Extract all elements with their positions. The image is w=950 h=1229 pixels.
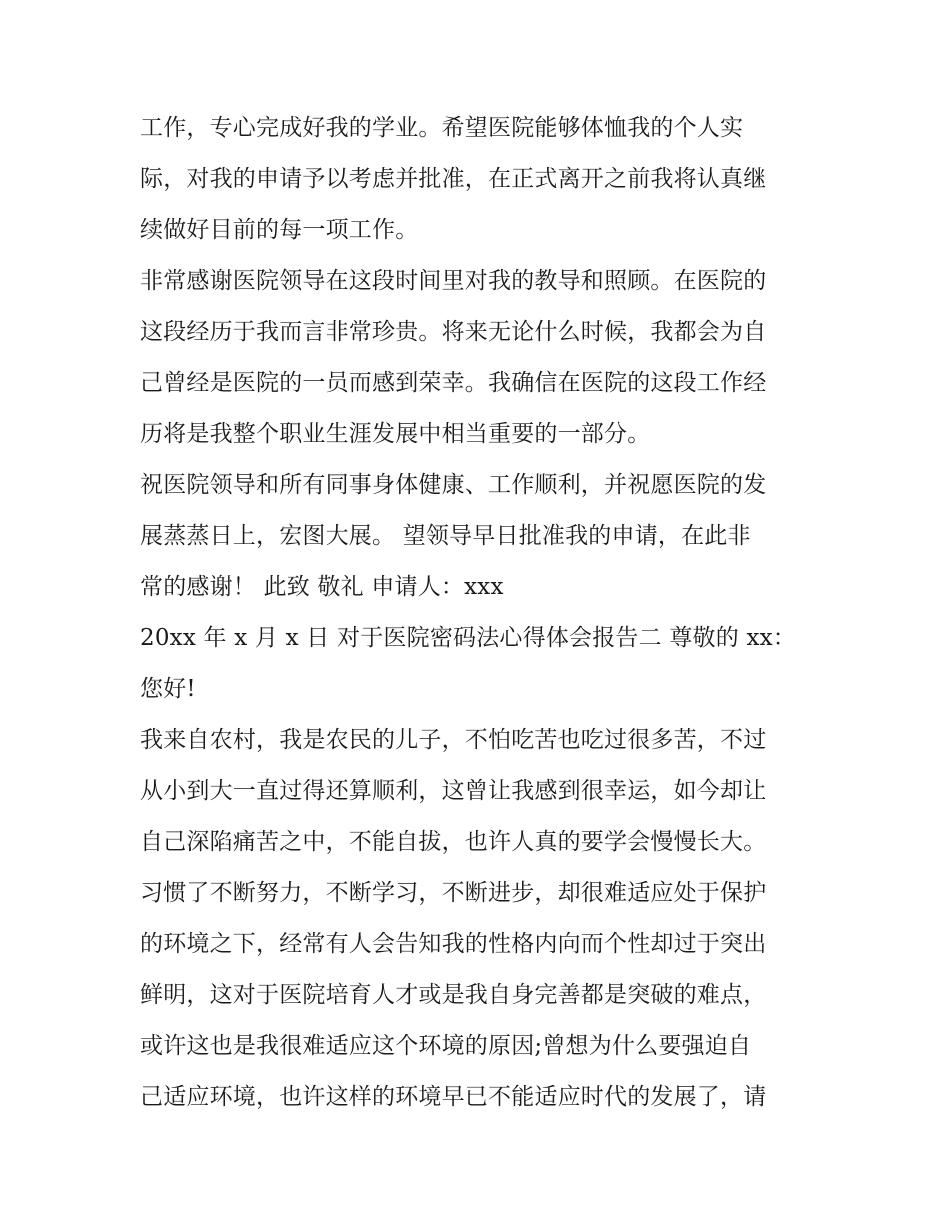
text-line: 这段经历于我而言非常珍贵。将来无论什么时候，我都会为自 [140,319,767,345]
text-line: 历将是我整个职业生涯发展中相当重要的一部分。 [140,421,651,447]
text-line: 际，对我的申请予以考虑并批准，在正式离开之前我将认真继 [140,166,767,192]
text-line: 续做好目前的每一项工作。 [140,217,419,243]
text-line: 祝医院领导和所有同事身体健康、工作顺利，并祝愿医院的发 [140,472,767,498]
text-line: 工作，专心完成好我的学业。希望医院能够体恤我的个人实 [140,115,744,141]
text-line: 您好! [140,676,196,702]
text-line: 习惯了不断努力，不断学习，不断进步，却很难适应处于保护 [140,880,767,906]
document-body [140,103,830,1123]
text-line: 非常感谢医院领导在这段时间里对我的教导和照顾。在医院的 [140,268,767,294]
text-line: 常的感谢！ 此致 敬礼 申请人：xxx [140,574,504,600]
text-line: 从小到大一直过得还算顺利，这曾让我感到很幸运，如今却让 [140,778,767,804]
text-line: 的环境之下，经常有人会告知我的性格内向而个性却过于突出 [140,931,767,957]
text-line: 或许这也是我很难适应这个环境的原因;曾想为什么要强迫自 [140,1033,752,1059]
text-line: 我来自农村，我是农民的儿子，不怕吃苦也吃过很多苦，不过 [140,727,767,753]
text-line: 己曾经是医院的一员而感到荣幸。我确信在医院的这段工作经 [140,370,767,396]
text-line: 展蒸蒸日上，宏图大展。 望领导早日批准我的申请，在此非 [140,523,751,549]
text-line: 鲜明，这对于医院培育人才或是我自身完善都是突破的难点， [140,982,767,1008]
text-line: 20xx 年 x 月 x 日 对于医院密码法心得体会报告二 尊敬的 xx： [140,625,796,651]
text-line: 己适应环境，也许这样的环境早已不能适应时代的发展了，请 [140,1084,767,1110]
text-line: 自己深陷痛苦之中，不能自拔，也许人真的要学会慢慢长大。 [140,829,767,855]
